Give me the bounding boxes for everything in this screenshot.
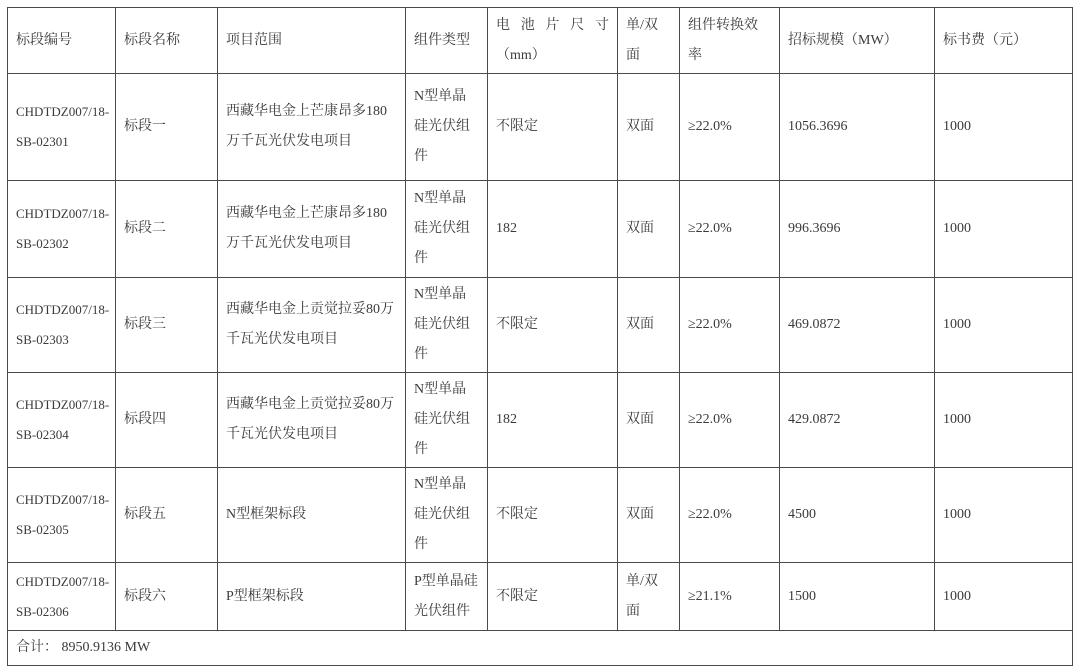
cell-fee: 1000 [935,373,1073,468]
cell-scale: 4500 [780,468,935,563]
cell-scale: 429.0872 [780,373,935,468]
column-header: 招标规模（MW） [780,8,935,74]
column-header: 标书费（元） [935,8,1073,74]
column-header: 组件类型 [406,8,488,74]
cell-fee: 1000 [935,468,1073,563]
cell-fee: 1000 [935,278,1073,373]
cell-efficiency: ≥21.1% [680,563,780,631]
column-header: 标段名称 [116,8,218,74]
cell-cell-size: 182 [488,181,618,278]
column-header: 单/双面 [618,8,680,74]
column-header-line2: （mm） [496,47,546,63]
table-header [8,8,1073,74]
cell-cell-size: 不限定 [488,74,618,181]
cell-face-type: 双面 [618,278,680,373]
table-row [8,563,1073,631]
table-row [8,74,1073,181]
cell-cell-size: 不限定 [488,563,618,631]
cell-module-type: N型单晶硅光伏组件 [406,74,488,181]
cell-efficiency: ≥22.0% [680,278,780,373]
cell-project-scope: 西藏华电金上贡觉拉妥80万千瓦光伏发电项目 [218,373,406,468]
cell-section-no: CHDTDZ007/18-SB-02304 [8,373,116,468]
bid-sections-table [7,7,1073,666]
cell-section-no: CHDTDZ007/18-SB-02305 [8,468,116,563]
header-row [8,8,1073,74]
cell-project-scope: 西藏华电金上芒康昂多180万千瓦光伏发电项目 [218,74,406,181]
cell-scale: 996.3696 [780,181,935,278]
table-row [8,373,1073,468]
column-header-line1: 电池片尺寸 [496,17,609,33]
cell-section-name: 标段二 [116,181,218,278]
cell-face-type: 双面 [618,74,680,181]
cell-efficiency: ≥22.0% [680,373,780,468]
cell-section-no: CHDTDZ007/18-SB-02301 [8,74,116,181]
table-row [8,278,1073,373]
cell-face-type: 双面 [618,181,680,278]
column-header: 组件转换效率 [680,8,780,74]
column-header: 标段编号 [8,8,116,74]
table-row [8,468,1073,563]
cell-section-no: CHDTDZ007/18-SB-02306 [8,563,116,631]
cell-efficiency: ≥22.0% [680,74,780,181]
table-row [8,181,1073,278]
cell-fee: 1000 [935,74,1073,181]
cell-section-name: 标段四 [116,373,218,468]
cell-project-scope: 西藏华电金上芒康昂多180万千瓦光伏发电项目 [218,181,406,278]
cell-section-name: 标段三 [116,278,218,373]
cell-efficiency: ≥22.0% [680,468,780,563]
cell-cell-size: 不限定 [488,278,618,373]
cell-scale: 1500 [780,563,935,631]
cell-module-type: N型单晶硅光伏组件 [406,181,488,278]
cell-scale: 1056.3696 [780,74,935,181]
table-body [8,74,1073,631]
cell-scale: 469.0872 [780,278,935,373]
cell-efficiency: ≥22.0% [680,181,780,278]
cell-section-no: CHDTDZ007/18-SB-02303 [8,278,116,373]
cell-project-scope: P型框架标段 [218,563,406,631]
cell-face-type: 双面 [618,468,680,563]
cell-section-no: CHDTDZ007/18-SB-02302 [8,181,116,278]
cell-cell-size: 不限定 [488,468,618,563]
column-header: 项目范围 [218,8,406,74]
cell-section-name: 标段一 [116,74,218,181]
cell-project-scope: 西藏华电金上贡觉拉妥80万千瓦光伏发电项目 [218,278,406,373]
cell-cell-size: 182 [488,373,618,468]
total-row [8,631,1073,666]
cell-module-type: P型单晶硅光伏组件 [406,563,488,631]
column-header [488,8,618,74]
cell-face-type: 单/双面 [618,563,680,631]
cell-fee: 1000 [935,181,1073,278]
total-label: 合计： 8950.9136 MW [8,631,1073,666]
cell-section-name: 标段五 [116,468,218,563]
cell-module-type: N型单晶硅光伏组件 [406,468,488,563]
cell-project-scope: N型框架标段 [218,468,406,563]
cell-module-type: N型单晶硅光伏组件 [406,278,488,373]
cell-module-type: N型单晶硅光伏组件 [406,373,488,468]
table-footer [8,631,1073,666]
cell-face-type: 双面 [618,373,680,468]
cell-section-name: 标段六 [116,563,218,631]
cell-fee: 1000 [935,563,1073,631]
